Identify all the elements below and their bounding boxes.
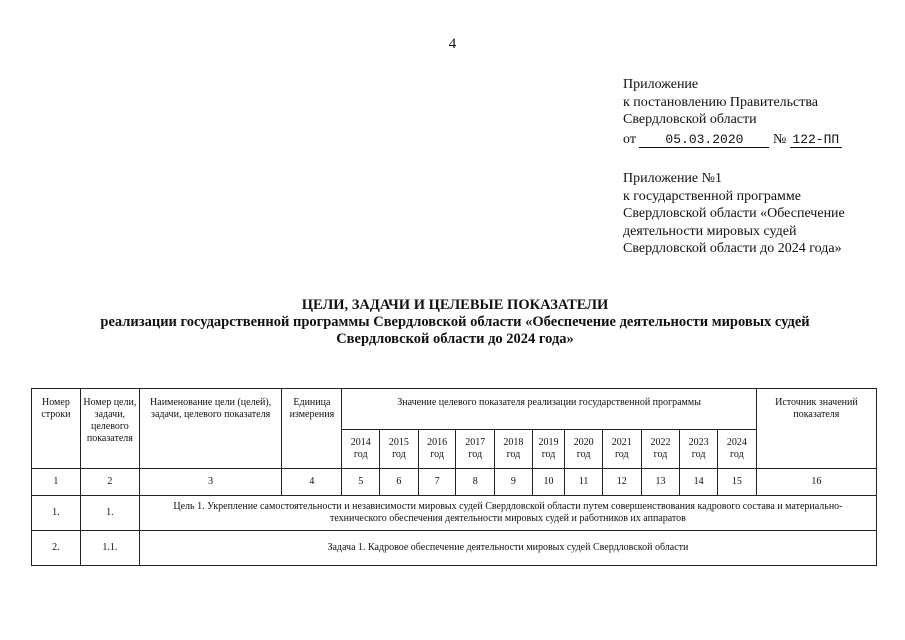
column-number: 3 [139,469,282,496]
appendix-1-line: Свердловской области до 2024 года» [623,241,842,256]
task-text: Задача 1. Кадровое обеспечение деятельности мировых судей Свердловской области [139,531,876,566]
column-number: 13 [641,469,680,496]
year-cell: 2018 год [495,430,533,469]
header-unit: Единица измерения [282,389,342,469]
date-prefix: от [623,131,636,147]
header-row-no: Номер строки [32,389,81,469]
appendix-line: к постановлению Правительства [623,94,819,110]
year-cell: 2017 год [456,430,495,469]
header-row [32,389,877,430]
table-row [32,496,877,531]
resolution-date: 05.03.2020 [639,132,769,148]
column-number: 16 [756,469,876,496]
title-line-2: реализации государственной программы Свердловской области «Обеспечение деятельности мировых судей [100,314,810,330]
column-number: 2 [80,469,139,496]
document-title [60,297,850,348]
column-number: 14 [680,469,718,496]
row-number: 1. [32,496,81,531]
column-number: 4 [282,469,342,496]
goal-number: 1. [80,496,139,531]
year-cell: 2022 год [641,430,680,469]
header-goal-no: Номер цели, задачи, целевого показателя [80,389,139,469]
column-number: 9 [495,469,533,496]
column-number: 11 [565,469,603,496]
column-number: 7 [418,469,456,496]
year-cell: 2019 год [532,430,565,469]
year-cell: 2014 год [342,430,380,469]
date-line [623,131,842,149]
year-cell: 2015 год [380,430,419,469]
appendix-1-line: деятельности мировых судей [623,223,797,239]
column-number-row [32,469,877,496]
column-number: 10 [532,469,565,496]
resolution-number: 122-ПП [790,132,842,148]
appendix-1-line: Свердловской области «Обеспечение [623,206,845,221]
appendix-1-block [623,170,845,258]
column-number: 1 [32,469,81,496]
column-number: 15 [717,469,756,496]
page-number: 4 [448,36,457,52]
goal-number: 1.1. [80,531,139,566]
year-cell: 2024 год [717,430,756,469]
goals-table [31,388,877,566]
column-number: 5 [342,469,380,496]
appendix-1-line: к государственной программе [623,188,801,204]
year-cell: 2023 год [680,430,718,469]
column-number: 6 [380,469,419,496]
title-line-3: Свердловской области до 2024 года» [336,331,574,347]
header-name: Наименование цели (целей), задачи, целевого показателя [139,389,282,469]
year-cell: 2021 год [602,430,641,469]
appendix-1-line: Приложение №1 [623,171,722,186]
year-cell: 2020 год [565,430,603,469]
appendix-line: Приложение [623,77,699,92]
number-prefix: № [772,131,787,147]
header-source: Источник значений показателя [756,389,876,469]
title-line-1: ЦЕЛИ, ЗАДАЧИ И ЦЕЛЕВЫЕ ПОКАЗАТЕЛИ [301,297,609,313]
year-cell: 2016 год [418,430,456,469]
goal-text: Цель 1. Укрепление самостоятельности и независимости мировых судей Свердловской области путем совершенствования кадрового состава и материально-технического обеспечения деятельности мировых судей и работников их аппаратов [139,496,876,531]
header-value-group: Значение целевого показателя реализации государственной программы [342,389,756,430]
appendix-line: Свердловской области [623,112,757,127]
table-row [32,531,877,566]
row-number: 2. [32,531,81,566]
appendix-block [623,76,842,148]
column-number: 8 [456,469,495,496]
column-number: 12 [602,469,641,496]
